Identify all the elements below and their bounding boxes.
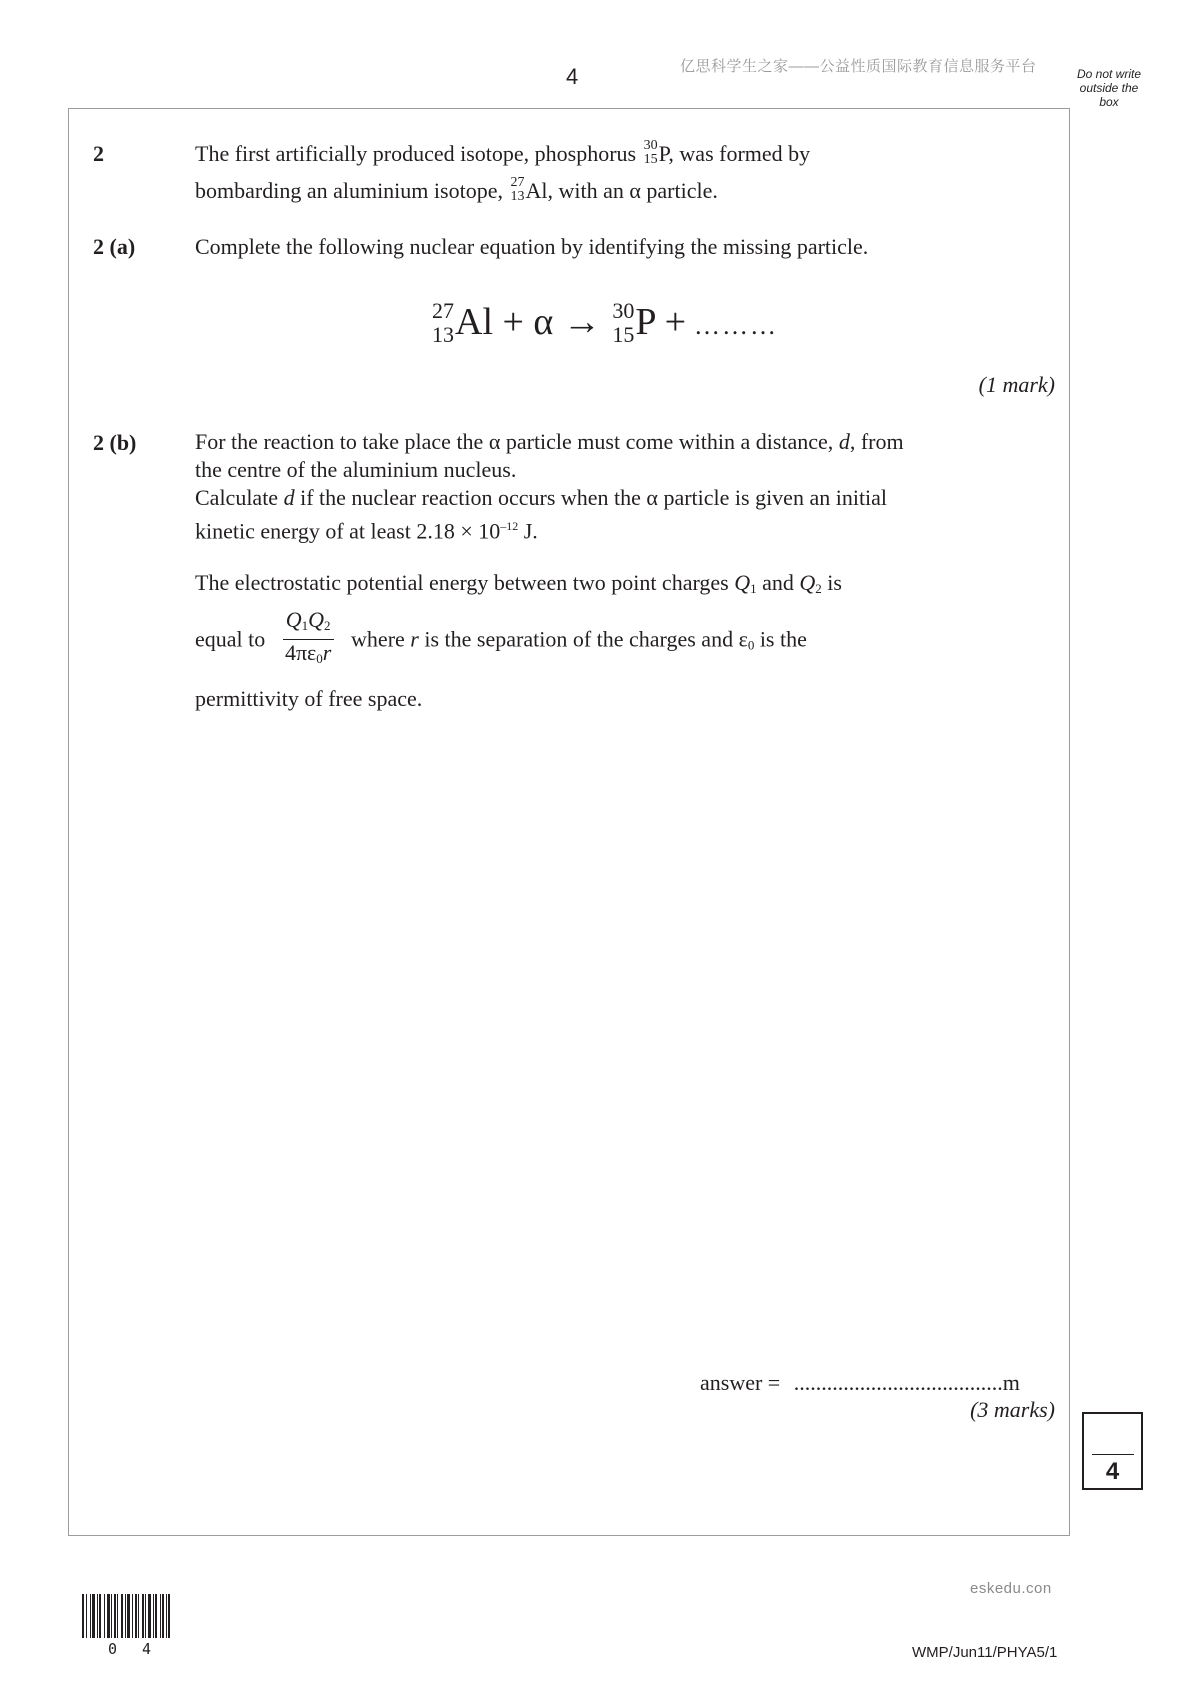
part-b-line: equal to $\frac{Q1Q2}{4\pi\varepsilon 0r}$ where r is the separation of the charges and ε0 is the <box>195 609 1015 674</box>
margin-note-line: outside the <box>1079 81 1139 95</box>
electrostatic-info <box>195 568 1015 713</box>
answer-unit: m <box>1002 1370 1020 1395</box>
score-line <box>1092 1454 1134 1455</box>
watermark-header: 亿思科学生之家——公益性质国际教育信息服务平台 <box>680 58 1037 75</box>
part-b-line: Calculate d if the nuclear reaction occurs when the α particle is given an initial <box>195 485 888 510</box>
margin-note-line: box <box>1099 95 1119 109</box>
part-a-label: 2 (a) <box>93 234 136 259</box>
part-b-line: The electrostatic potential energy between two point charges Q1 and Q2 is <box>195 570 842 596</box>
part-b-label: 2 (b) <box>93 430 137 455</box>
answer-line <box>700 1368 1020 1397</box>
isotope-notation-p: 30 15 <box>643 137 658 167</box>
margin-note <box>1064 67 1154 109</box>
answer-field[interactable]: ...................................... <box>793 1370 1003 1395</box>
answer-label: answer = <box>700 1370 781 1395</box>
page-number: 4 <box>566 64 579 89</box>
part-b-line: the centre of the aluminium nucleus. <box>195 457 517 482</box>
missing-particle-blank[interactable]: ……… <box>694 311 779 340</box>
part-b-line: For the reaction to take place the α particle must come within a distance, d, from <box>195 429 904 454</box>
part-b-marks: (3 marks) <box>970 1397 1055 1422</box>
barcode-number: 0 4 <box>108 1640 160 1658</box>
isotope-al: 27 13 <box>432 298 454 348</box>
question-intro <box>195 139 1015 207</box>
nuclear-equation: 27 13 Al + α → 30 15 P + ……… <box>432 298 779 348</box>
watermark-footer: eskedu.con <box>970 1580 1052 1597</box>
part-a-marks: (1 mark) <box>978 372 1055 397</box>
energy-formula-fraction: $\frac{Q1Q2}{4\pi\varepsilon 0r}$ <box>283 607 334 672</box>
isotope-p: 30 15 <box>612 298 635 348</box>
part-b-text <box>195 428 1015 545</box>
intro-line-1: The first artificially produced isotope, phosphorus 30 15 P, was formed by <box>195 137 811 167</box>
part-a-text: Complete the following nuclear equation by identifying the missing particle. <box>195 234 869 259</box>
intro-line-2: bombarding an aluminium isotope, 27 13 Al, with an α particle. <box>195 174 718 204</box>
barcode <box>82 1594 178 1638</box>
part-b-line: permittivity of free space. <box>195 686 423 711</box>
margin-note-line: Do not write <box>1076 67 1142 81</box>
score-total: 4 <box>1105 1458 1120 1485</box>
question-number: 2 <box>93 141 104 166</box>
paper-code: WMP/Jun11/PHYA5/1 <box>912 1644 1058 1661</box>
isotope-notation-al: 27 13 <box>510 174 525 204</box>
part-b-line: kinetic energy of at least $2.18 \times 10^{-12}$ J. <box>195 518 538 544</box>
